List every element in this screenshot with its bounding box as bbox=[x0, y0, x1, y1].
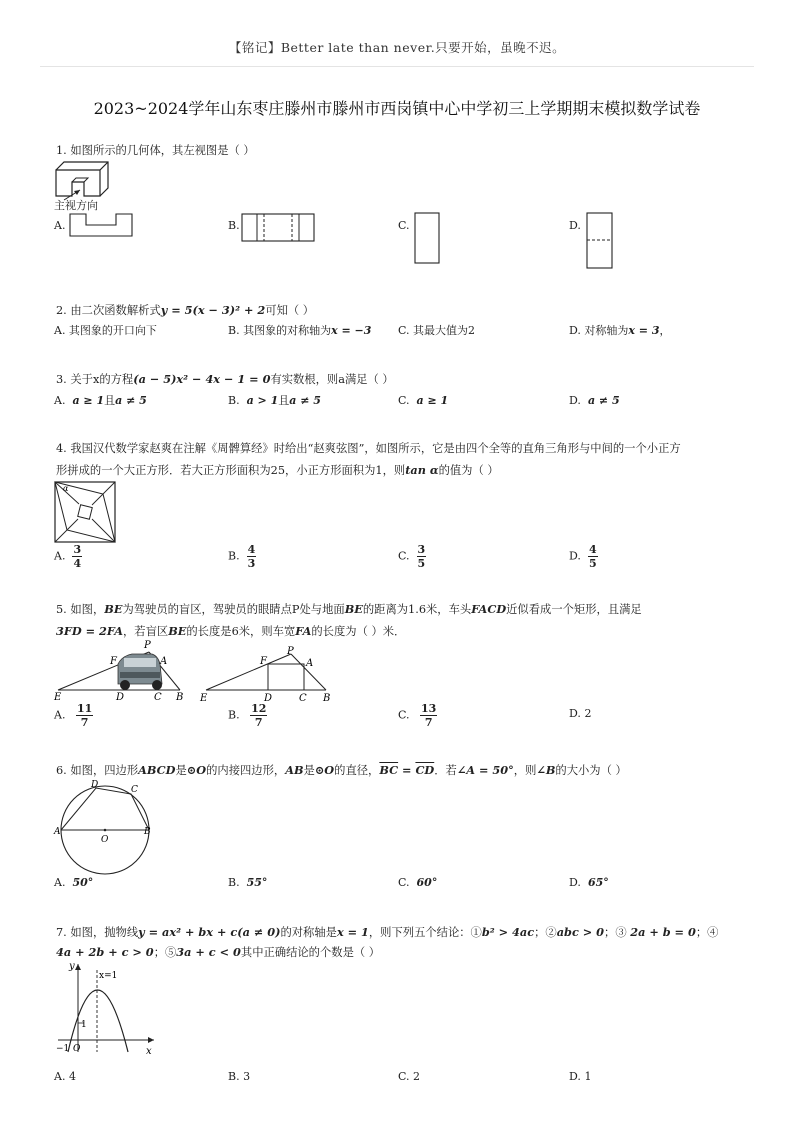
q6-arc2: $\overline{CD}$ bbox=[415, 763, 435, 777]
q4-zhao-shuang-figure bbox=[54, 481, 124, 545]
q3-option-c bbox=[398, 394, 448, 408]
q4-stem-line2-math: tan α bbox=[405, 463, 439, 477]
q2-formula: y = 5(x − 3)² + 2 bbox=[160, 303, 266, 317]
q6-option-c-math: 60° bbox=[416, 876, 438, 889]
q6-option-a-label: A. bbox=[54, 876, 66, 889]
q3-stem-post: 有实数根，则a满足（ ） bbox=[270, 373, 394, 386]
q6-option-c-label: C. bbox=[398, 876, 410, 889]
q6-m4: ⊙O bbox=[314, 763, 335, 777]
q7-option-c-label: C. bbox=[398, 1070, 410, 1083]
q4-option-a-num: 3 bbox=[73, 543, 82, 556]
q5-option-b bbox=[228, 702, 267, 729]
q4-option-c-label: C. bbox=[398, 549, 410, 563]
q5-l1-m1: BE bbox=[104, 602, 123, 616]
q7-m1: y = ax² + bx + c(a ≠ 0) bbox=[138, 925, 281, 939]
q3-option-d-label: D. bbox=[569, 394, 581, 407]
q5-l2-m3: FA bbox=[295, 624, 312, 638]
q7-stem-line2 bbox=[56, 945, 380, 960]
q7-option-b-text: 3 bbox=[243, 1070, 251, 1083]
q2-option-c: C. 其最大值为2 bbox=[398, 324, 476, 337]
q5-fig-label-f: F bbox=[110, 656, 117, 667]
q5-l1-d: 近似看成一个矩形，且满足 bbox=[506, 603, 642, 616]
q4-option-b-fraction bbox=[247, 543, 257, 570]
q6-arc1: $\overline{BC}$ bbox=[379, 763, 399, 777]
q2-stem bbox=[56, 303, 314, 318]
q7-l2-b: 其中正确结论的个数是（ ） bbox=[240, 946, 381, 959]
q5-l1-a: 5. 如图， bbox=[56, 603, 105, 616]
q6-g: ，则 bbox=[513, 764, 537, 777]
q5-option-a-label: A. bbox=[54, 708, 66, 722]
q3-option-d-math: a ≠ 5 bbox=[587, 394, 620, 407]
q5-option-b-den: 7 bbox=[254, 716, 263, 729]
q4-option-b-label: B. bbox=[228, 549, 240, 563]
q5-l2-b: 的长度是6米，则车宽 bbox=[186, 625, 296, 638]
q1-stem: 1. 如图所示的几何体，其左视图是（ ） bbox=[56, 144, 255, 157]
q4-option-b-num: 4 bbox=[247, 543, 256, 556]
q5-option-b-num: 12 bbox=[251, 702, 267, 715]
q7-option-c bbox=[398, 1070, 420, 1084]
q6-m5: ∠A = 50° bbox=[456, 763, 514, 777]
q6-option-c bbox=[398, 876, 437, 890]
q5-option-d-text: 2 bbox=[584, 707, 592, 720]
q7-option-a bbox=[54, 1070, 76, 1084]
q5-schem-label-e: E bbox=[200, 693, 208, 704]
q1-option-b-figure bbox=[242, 212, 322, 244]
q2-option-b-text: B. 其图象的对称轴为 bbox=[228, 324, 332, 337]
q4-option-b bbox=[228, 543, 256, 570]
q7-fig-label-neg1: −1 bbox=[56, 1044, 70, 1054]
q6-fig-label-b: B bbox=[144, 827, 151, 837]
q2-stem-post: 可知（ ） bbox=[265, 304, 315, 317]
q6-fig-label-d: D bbox=[91, 780, 99, 790]
q5-l1-m3: FACD bbox=[471, 602, 507, 616]
q7-fig-label-one: 1 bbox=[81, 1020, 87, 1030]
q4-stem-line1: 4. 我国汉代数学家赵爽在注解《周髀算经》时给出“赵爽弦图”，如图所示，它是由四个全等的直角三角形与中间的一个小正方 bbox=[56, 442, 681, 455]
q7-d: ；② bbox=[534, 926, 557, 939]
header-note: 【铭记】Better late than never.只要开始，虽晚不迟。 bbox=[228, 40, 566, 55]
q6-circle-figure bbox=[54, 780, 164, 875]
q3-option-a-mid: 且 bbox=[104, 394, 116, 407]
q6-option-a bbox=[54, 876, 93, 890]
q6-m3: AB bbox=[285, 763, 304, 777]
q4-fig-alpha: α bbox=[63, 484, 69, 493]
q5-option-c-fraction bbox=[420, 702, 437, 729]
q6-fig-label-a: A bbox=[54, 827, 61, 837]
q5-option-c-den: 7 bbox=[424, 716, 433, 729]
q5-fig-label-a: A bbox=[160, 656, 168, 667]
q6-m1: ABCD bbox=[138, 763, 176, 777]
q1-option-a-label: A. bbox=[54, 219, 66, 232]
q4-option-a-label: A. bbox=[54, 549, 66, 563]
q5-schem-label-a: A bbox=[306, 658, 314, 669]
q5-schem-label-b: B bbox=[323, 693, 331, 704]
q4-option-a-fraction bbox=[72, 543, 82, 570]
q5-option-a-num: 11 bbox=[76, 702, 93, 715]
q7-stem-line1 bbox=[56, 925, 718, 940]
q7-fig-label-y: y bbox=[69, 961, 75, 972]
q4-option-c-fraction bbox=[417, 543, 427, 570]
q4-option-d-den: 5 bbox=[588, 557, 597, 570]
q3-option-c-math: a ≥ 1 bbox=[416, 394, 449, 407]
q4-stem-line2-post: 的值为（ ） bbox=[438, 464, 499, 477]
q5-l2-m1: 3FD = 2FA bbox=[56, 624, 123, 638]
q2-option-a: A. 其图象的开口向下 bbox=[54, 324, 157, 337]
q7-option-d-text: 1 bbox=[584, 1070, 592, 1083]
q5-option-d bbox=[569, 707, 591, 721]
q3-option-b-mid: 且 bbox=[278, 394, 290, 407]
q6-eq: = bbox=[398, 763, 416, 777]
q6-c: 的内接四边形， bbox=[206, 764, 286, 777]
q2-option-b bbox=[228, 324, 371, 338]
q4-option-d-label: D. bbox=[569, 549, 581, 563]
q3-stem-pre: 3. 关于x的方程 bbox=[56, 373, 134, 386]
q3-option-a-m1: a ≥ 1 bbox=[72, 394, 105, 407]
q5-l2-m2: BE bbox=[168, 624, 187, 638]
q7-option-b bbox=[228, 1070, 250, 1084]
q4-option-b-den: 3 bbox=[247, 557, 256, 570]
q5-option-d-label: D. bbox=[569, 707, 581, 720]
q5-schem-label-p: P bbox=[287, 646, 294, 657]
q7-e: ；③ bbox=[604, 926, 631, 939]
q3-option-b bbox=[228, 394, 321, 408]
q2-option-d-post: ， bbox=[659, 324, 671, 337]
q3-formula: (a − 5)x² − 4x − 1 = 0 bbox=[133, 372, 271, 386]
q4-option-a-den: 4 bbox=[73, 557, 82, 570]
q3-option-a bbox=[54, 394, 147, 408]
q7-m3: b² > 4ac bbox=[481, 925, 535, 939]
q5-option-b-label: B. bbox=[228, 708, 240, 722]
q6-h: 的大小为（ ） bbox=[555, 764, 627, 777]
q6-d: 是 bbox=[303, 764, 315, 777]
q2-option-d-text: D. 对称轴为 bbox=[569, 324, 629, 337]
q1-view-direction-label: 主视方向 bbox=[54, 199, 98, 212]
q5-fig-label-b: B bbox=[176, 692, 184, 703]
q7-a: 7. 如图，抛物线 bbox=[56, 926, 139, 939]
q6-stem bbox=[56, 763, 627, 778]
q5-stem-line1 bbox=[56, 602, 642, 617]
q7-l2-a: ；⑤ bbox=[153, 946, 177, 959]
q4-option-d-fraction bbox=[588, 543, 598, 570]
q5-l2-c: 的长度为（ ）米． bbox=[311, 625, 406, 638]
q5-stem-line2 bbox=[56, 624, 405, 639]
q3-option-b-m1: a > 1 bbox=[246, 394, 279, 407]
q3-option-d bbox=[569, 394, 620, 408]
q7-fig-label-axis: x=1 bbox=[99, 971, 118, 981]
q7-f: ；④ bbox=[695, 926, 719, 939]
q6-option-d-label: D. bbox=[569, 876, 581, 889]
q3-option-b-m2: a ≠ 5 bbox=[289, 394, 321, 407]
q6-fig-label-o: O bbox=[101, 835, 109, 845]
q7-c: ，则下列五个结论：① bbox=[368, 926, 482, 939]
q5-schem-label-f: F bbox=[260, 656, 267, 667]
q7-option-b-label: B. bbox=[228, 1070, 240, 1083]
q5-l1-m2: BE bbox=[344, 602, 363, 616]
q1-option-c-label: C. bbox=[398, 219, 410, 232]
q6-e: 的直径， bbox=[334, 764, 380, 777]
q6-option-d-math: 65° bbox=[587, 876, 609, 889]
q5-car-figure bbox=[54, 640, 194, 702]
q3-option-a-m2: a ≠ 5 bbox=[115, 394, 147, 407]
q7-option-d-label: D. bbox=[569, 1070, 581, 1083]
q3-option-c-label: C. bbox=[398, 394, 410, 407]
q5-fig-label-p: P bbox=[144, 640, 151, 651]
q5-option-c-label: C. bbox=[398, 708, 410, 722]
q7-m4: abc > 0 bbox=[556, 925, 605, 939]
q5-schem-label-d: D bbox=[264, 693, 273, 704]
q7-option-a-text: 4 bbox=[68, 1070, 76, 1083]
q5-option-c-num: 13 bbox=[421, 702, 437, 715]
q7-m2: x = 1 bbox=[336, 925, 369, 939]
q5-schem-label-c: C bbox=[299, 693, 307, 704]
q2-stem-pre: 2. 由二次函数解析式 bbox=[56, 304, 161, 317]
q5-fig-label-d: D bbox=[116, 692, 125, 703]
q6-option-b-math: 55° bbox=[246, 876, 268, 889]
q4-stem-line2-pre: 形拼成的一个大正方形．若大正方形面积为25，小正方形面积为1，则 bbox=[56, 464, 406, 477]
q1-option-a-figure bbox=[70, 212, 140, 240]
q7-fig-label-x: x bbox=[146, 1046, 152, 1057]
q5-option-a-den: 7 bbox=[80, 716, 89, 729]
q4-option-c-num: 3 bbox=[417, 543, 426, 556]
q5-l1-c: 的距离为1.6米，车头 bbox=[362, 603, 472, 616]
q3-option-b-label: B. bbox=[228, 394, 240, 407]
q5-option-c bbox=[398, 702, 437, 729]
q7-fig-label-o: O bbox=[73, 1044, 81, 1054]
q6-m6: ∠B bbox=[536, 763, 556, 777]
q1-option-d-label: D. bbox=[569, 219, 581, 232]
q6-option-b-label: B. bbox=[228, 876, 240, 889]
q4-option-d bbox=[569, 543, 598, 570]
q4-stem-line2 bbox=[56, 463, 499, 478]
q5-fig-label-c: C bbox=[154, 692, 162, 703]
header-divider bbox=[40, 66, 754, 67]
q2-option-d bbox=[569, 324, 671, 338]
q5-option-a-fraction bbox=[76, 702, 93, 729]
q4-option-d-num: 4 bbox=[588, 543, 597, 556]
q7-option-a-label: A. bbox=[54, 1070, 66, 1083]
q2-option-b-math: x = −3 bbox=[331, 324, 372, 337]
q5-schematic-figure bbox=[198, 644, 338, 702]
q5-fig-label-e: E bbox=[54, 692, 62, 703]
q6-option-a-math: 50° bbox=[72, 876, 94, 889]
page-title: 2023~2024学年山东枣庄滕州市滕州市西岗镇中心中学初三上学期期末模拟数学试卷 bbox=[93, 99, 701, 118]
q6-a: 6. 如图，四边形 bbox=[56, 764, 139, 777]
q6-option-d bbox=[569, 876, 609, 890]
q6-f: ．若 bbox=[434, 764, 457, 777]
q4-option-c-den: 5 bbox=[417, 557, 426, 570]
q5-l2-a: ，若盲区 bbox=[123, 625, 169, 638]
q6-option-b bbox=[228, 876, 267, 890]
q1-option-c-figure bbox=[414, 212, 444, 267]
q4-option-a bbox=[54, 543, 82, 570]
q7-l2-m2: 3a + c < 0 bbox=[176, 945, 241, 959]
q5-l1-b: 为驾驶员的盲区，驾驶员的眼睛点P处与地面 bbox=[122, 603, 345, 616]
q3-option-a-label: A. bbox=[54, 394, 66, 407]
q6-fig-label-c: C bbox=[131, 785, 138, 795]
q7-option-c-text: 2 bbox=[413, 1070, 421, 1083]
q7-parabola-figure bbox=[56, 960, 166, 1055]
q7-b: 的对称轴是 bbox=[280, 926, 337, 939]
q7-option-d bbox=[569, 1070, 591, 1084]
q3-stem bbox=[56, 372, 394, 387]
q5-option-b-fraction bbox=[250, 702, 267, 729]
q7-m5: 2a + b = 0 bbox=[630, 925, 696, 939]
q6-m2: ⊙O bbox=[186, 763, 207, 777]
q1-option-d-figure bbox=[586, 212, 616, 272]
q4-option-c bbox=[398, 543, 426, 570]
q2-option-d-math: x = 3 bbox=[628, 324, 660, 337]
q1-option-b-label: B. bbox=[228, 219, 240, 232]
q7-l2-m1: 4a + 2b + c > 0 bbox=[56, 945, 154, 959]
q6-b: 是 bbox=[175, 764, 187, 777]
q5-option-a bbox=[54, 702, 93, 729]
